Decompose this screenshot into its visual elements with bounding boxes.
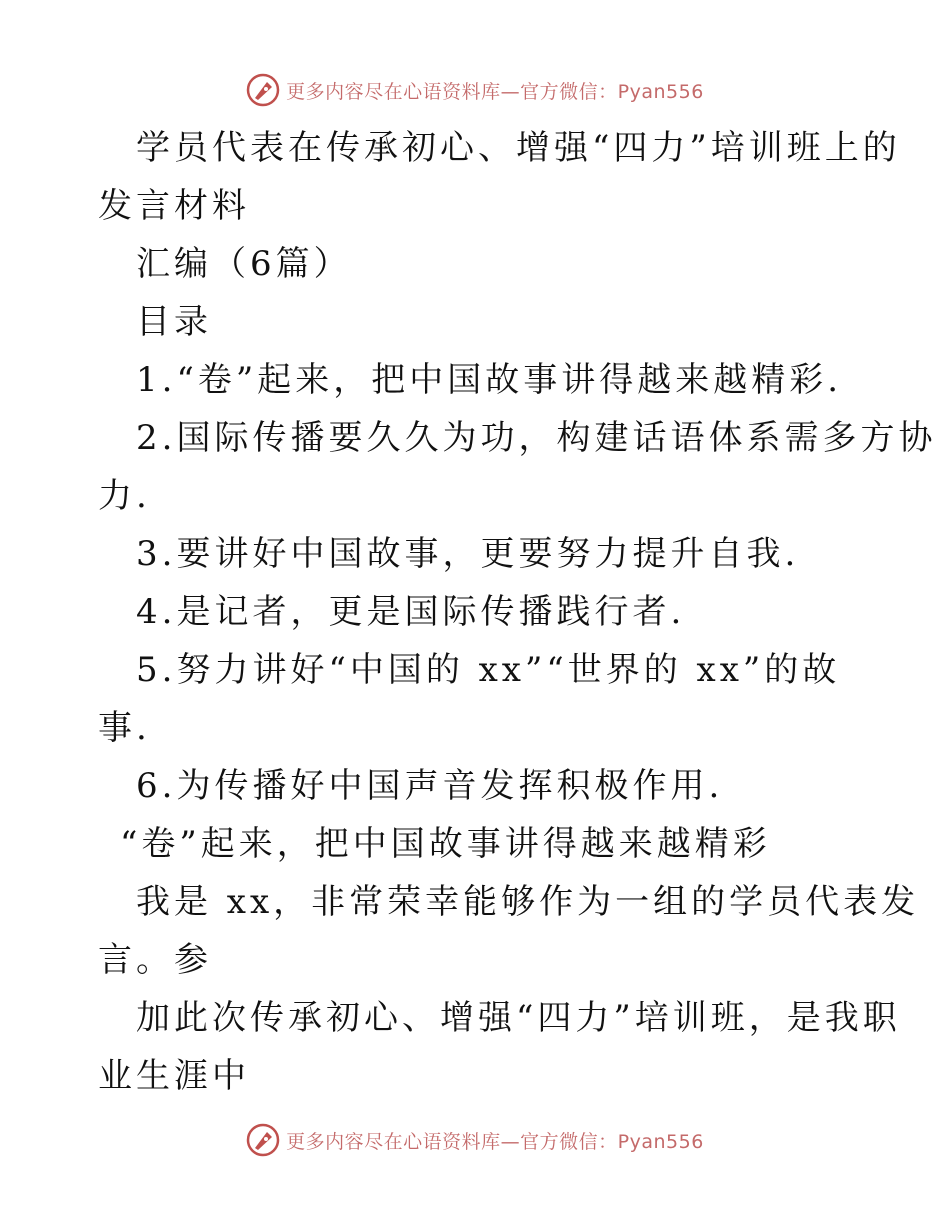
header-banner-text: 更多内容尽在心语资料库—官方微信：Pyan556 [286,80,704,103]
document-subtitle: 汇编（6篇） [136,244,352,284]
document-title-line-2: 发言材料 [98,186,250,226]
footer-banner [0,1120,950,1160]
body-paragraph-line: 我是 xx，非常荣幸能够作为一组的学员代表发 [136,882,920,922]
toc-heading: 目录 [136,302,212,342]
body-paragraph-line: 业生涯中 [98,1056,250,1096]
toc-item: 1.“卷”起来，把中国故事讲得越来越精彩. [136,360,843,400]
toc-item: 3.要讲好中国故事，更要努力提升自我. [136,534,800,574]
pen-nib-icon [246,1123,280,1157]
toc-item-continuation: 事. [98,708,151,748]
toc-item: 4.是记者，更是国际传播践行者. [136,592,686,632]
toc-item: 5.努力讲好“中国的 xx”“世界的 xx”的故 [136,650,841,690]
toc-item: 2.国际传播要久久为功，构建话语体系需多方协 [136,418,937,458]
header-banner [0,70,950,110]
toc-item: 6.为传播好中国声音发挥积极作用. [136,766,724,806]
toc-item-continuation: 力. [98,476,151,516]
document-title-line-1: 学员代表在传承初心、增强“四力”培训班上的 [136,128,901,168]
body-paragraph-line: 言。参 [98,940,212,980]
pen-nib-icon [246,73,280,107]
body-paragraph-line: 加此次传承初心、增强“四力”培训班，是我职 [136,998,901,1038]
section-title: “卷”起来，把中国故事讲得越来越精彩 [120,824,771,864]
document-body [98,119,937,1105]
footer-banner-text: 更多内容尽在心语资料库—官方微信：Pyan556 [286,1130,704,1153]
